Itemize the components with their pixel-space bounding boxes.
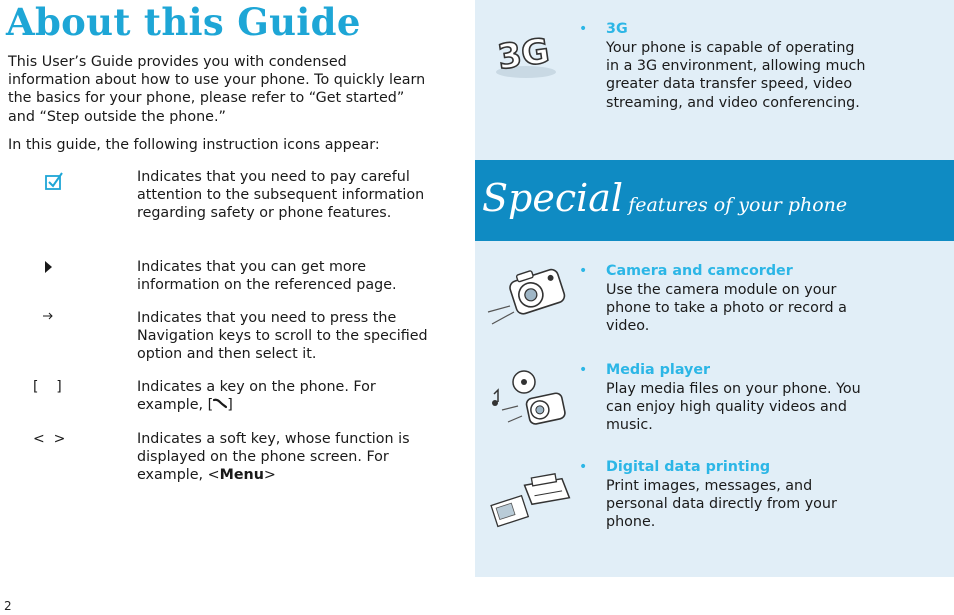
feature-description: Use the camera module on your phone to take a photo or record a video.: [606, 282, 847, 335]
feature-title: 3G: [606, 21, 628, 37]
arrow-right-icon: [42, 309, 54, 328]
intro-paragraph: This User’s Guide provides you with condensed information about how to use your phone. To quickly learn the basics for your phone, please refer to “Get started” and “Step outside the phone.”: [8, 54, 426, 125]
feature-title: Media player: [606, 362, 711, 378]
end-call-icon: [213, 397, 227, 413]
feature-description: Print images, messages, and personal data directly from your phone.: [606, 478, 837, 531]
page-number: 2: [4, 599, 12, 613]
legend-text: Indicates that you need to press the Navigation keys to scroll to the specified option and then select it.: [137, 310, 428, 363]
3g-icon: [490, 26, 560, 86]
page-title: About this Guide: [6, 0, 361, 44]
media-player-icon: [484, 366, 574, 440]
feature-title: Digital data printing: [606, 459, 771, 475]
banner-title: Special features of your phone: [482, 176, 848, 220]
feature-description: Your phone is capable of operating in a 3G environment, allowing much greater data transfer speed, video streaming, and video conferencing.: [606, 40, 866, 111]
legend-text: Indicates that you can get more information on the referenced page.: [137, 259, 397, 294]
icons-intro: In this guide, the following instruction icons appear:: [8, 137, 380, 153]
feature-title: Camera and camcorder: [606, 263, 793, 279]
printer-icon: [486, 468, 576, 532]
legend-text: Indicates that you need to pay careful attention to the subsequent information regarding safety or phone features.: [137, 169, 425, 222]
svg-text:3G: 3G: [495, 31, 552, 78]
bracket-symbol: [ ]: [33, 379, 62, 395]
camera-icon: [484, 262, 574, 338]
feature-description: Play media files on your phone. You can enjoy high quality videos and music.: [606, 381, 861, 434]
legend-text: Indicates a soft key, whose function is displayed on the phone screen. For example, <Menu>: [137, 431, 410, 484]
angle-bracket-symbol: < >: [33, 431, 66, 447]
triangle-right-icon: [44, 260, 54, 279]
checkbox-icon: [44, 171, 64, 196]
legend-text: Indicates a key on the phone. For example, [ ]: [137, 379, 376, 414]
